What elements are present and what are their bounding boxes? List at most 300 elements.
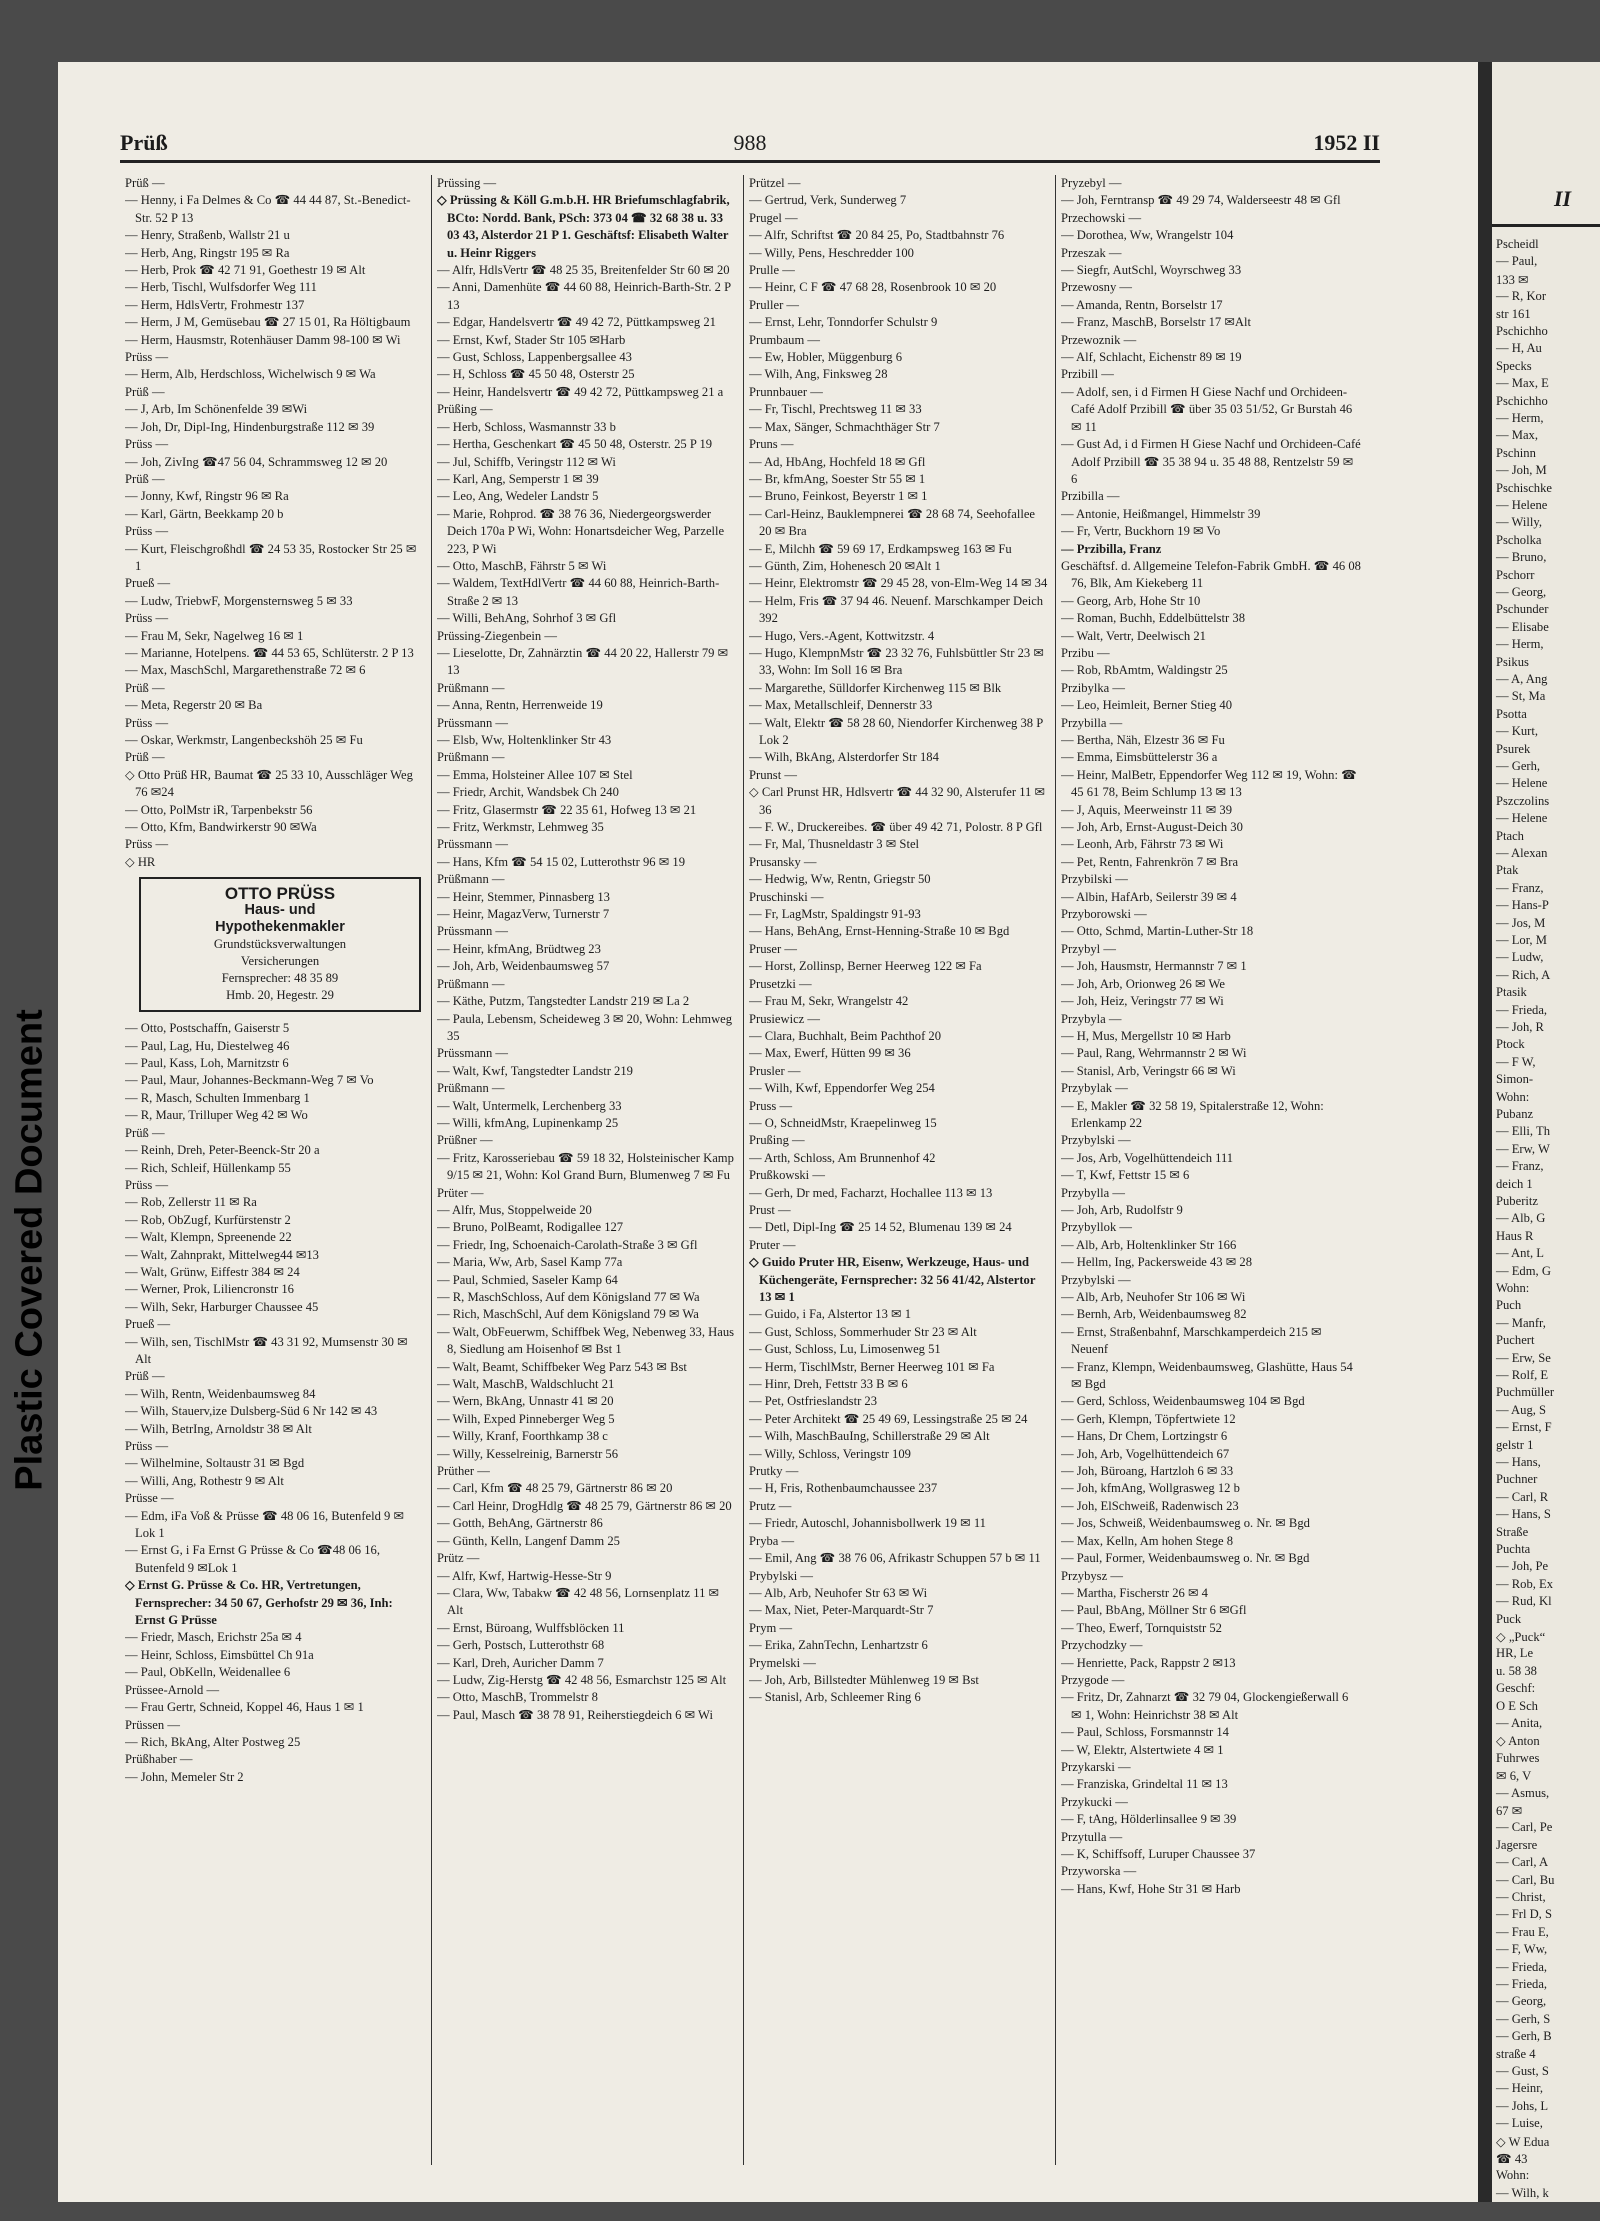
directory-entry: — Walt, Elektr ☎ 58 28 60, Niendorfer Kirchenweg 38 P Lok 2 — [749, 715, 1043, 747]
next-page-line: Pschorr — [1496, 567, 1535, 582]
directory-entry: — Hans, Dr Chem, Lortzingstr 6 — [1061, 1429, 1228, 1444]
surname-heading: Prueß — — [125, 576, 171, 591]
next-page-line: Pschichho — [1496, 393, 1548, 408]
directory-entry: — John, Memeler Str 2 — [125, 1769, 244, 1784]
next-page-line: — Rich, A — [1496, 967, 1551, 982]
directory-entry: — Oskar, Werkmstr, Langenbeckshöh 25 ✉ Fu — [125, 733, 363, 747]
directory-entry: — Herm, Hausmstr, Rotenhäuser Damm 98-100 ✉ Wi — [125, 332, 401, 347]
directory-entry: — F, tAng, Hölderlinsallee 9 ✉ 39 — [1061, 1812, 1237, 1827]
directory-entry: — Wilh, Rentn, Weidenbaumsweg 84 — [125, 1386, 316, 1401]
next-page-line: Psotta — [1496, 706, 1527, 721]
surname-heading: Przibilla — — [1061, 489, 1120, 504]
directory-entry: — Walt, MaschB, Waldschlucht 21 — [437, 1377, 615, 1392]
ad-line: Hmb. 20, Hegestr. 29 — [226, 988, 334, 1003]
surname-heading: Prunst — — [749, 767, 797, 782]
next-page-line: — A, Ang — [1496, 672, 1548, 686]
surname-heading: Prüß — — [125, 750, 165, 765]
next-page-line: — Joh, M — [1496, 463, 1547, 478]
next-page-line: — Carl, Pe — [1496, 1820, 1553, 1835]
next-page-line: Fuhrwes — [1496, 1750, 1540, 1765]
next-page-line: — Frl D, S — [1496, 1907, 1552, 1922]
next-page-line: — Rud, Kl — [1496, 1594, 1552, 1609]
surname-heading: Przybyl — — [1061, 941, 1116, 956]
next-page-line: — Georg, — [1496, 585, 1547, 599]
directory-entry: — Bernh, Arb, Weidenbaumsweg 82 — [1061, 1307, 1247, 1322]
directory-entry: — Joh, Ferntransp ☎ 49 29 74, Walderseestr 48 ✉ Gfl — [1061, 193, 1341, 208]
next-page-line: Wohn: — [1496, 2168, 1530, 2183]
next-page-line: — Ludw, — [1496, 950, 1544, 965]
directory-entry: — Günth, Zim, Hohenesch 20 ✉Alt 1 — [749, 558, 941, 573]
directory-entry: — Willy, Schloss, Veringstr 109 — [749, 1446, 911, 1461]
surname-heading: Prust — — [749, 1202, 791, 1217]
directory-entry: — Helm, Fris ☎ 37 94 46. Neuenf. Marschkamper Deich 392 — [749, 593, 1044, 626]
directory-entry: — Wilh, Ang, Finksweg 28 — [749, 367, 888, 382]
surname-heading: Prüß — — [125, 384, 165, 399]
column-divider — [431, 175, 432, 2165]
surname-heading: Przybilski — — [1061, 872, 1128, 887]
next-page-line: — Helene — [1496, 811, 1548, 826]
directory-entry: — Emma, Holsteiner Allee 107 ✉ Stel — [437, 767, 633, 782]
surname-heading: Prüss — — [125, 611, 169, 626]
directory-entry: — Gust, Schloss, Lu, Limosenweg 51 — [749, 1342, 941, 1357]
next-page-line: — Gerh, B — [1496, 2029, 1552, 2044]
directory-entry: — Br, kfmAng, Soester Str 55 ✉ 1 — [749, 471, 926, 486]
surname-heading: Prüss — — [125, 437, 169, 452]
surname-heading: Prulle — — [749, 263, 795, 278]
next-page-line: — Georg, — [1496, 1994, 1547, 2009]
directory-entry: — Carl-Heinz, Bauklempnerei ☎ 28 68 74, Seehofallee 20 ✉ Bra — [749, 506, 1036, 539]
directory-entry: — Frau M, Sekr, Nagelweg 16 ✉ 1 — [125, 628, 304, 643]
directory-entry: — Dorothea, Ww, Wrangelstr 104 — [1061, 228, 1234, 243]
directory-entry: — Jos, Schweiß, Weidenbaumsweg o. Nr. ✉ Bgd — [1061, 1516, 1310, 1531]
surname-heading: Prugel — — [749, 210, 798, 225]
next-page-line: Pubanz — [1496, 1107, 1534, 1121]
next-page-line: Puchert — [1496, 1333, 1535, 1348]
surname-heading: Prüßmann — — [437, 1081, 505, 1096]
surname-heading: Prüß — — [125, 471, 165, 486]
directory-entry: — Paul, Maur, Johannes-Beckmann-Weg 7 ✉ Vo — [125, 1073, 374, 1088]
surname-heading: Prußkowski — — [749, 1168, 825, 1183]
directory-entry: — Adolf, sen, i d Firmen H Giese Nachf und Orchideen-Café Adolf Przibill ☎ über 35 03 51/52, Gr Burstah 46 ✉ 11 — [1061, 384, 1353, 434]
directory-entry: — Albin, HafArb, Seilerstr 39 ✉ 4 — [1061, 889, 1237, 904]
directory-entry: — Ew, Hobler, Müggenburg 6 — [749, 350, 903, 365]
directory-entry: — Franziska, Grindeltal 11 ✉ 13 — [1061, 1777, 1228, 1792]
next-page-line: — St, Ma — [1496, 689, 1546, 704]
directory-entry: — Walt, ObFeuerwm, Schiffbek Weg, Nebenweg 33, Haus 8, Siedlung am Hoisenhof ✉ Bst 1 — [437, 1324, 735, 1357]
directory-entry: — Hellm, Ing, Packersweide 43 ✉ 28 — [1061, 1255, 1253, 1270]
next-page-line: — Franz, — [1496, 880, 1544, 895]
next-page-line: — Frieda, — [1496, 1002, 1548, 1017]
directory-entry: — Pet, Rentn, Fahrenkrön 7 ✉ Bra — [1061, 854, 1239, 869]
next-page-line: — Alexan — [1496, 846, 1548, 860]
directory-entry: — Wilh, MaschBauIng, Schillerstraße 29 ✉ Alt — [749, 1429, 990, 1444]
directory-entry: — Paula, Lebensm, Scheideweg 3 ✉ 20, Wohn: Lehmweg 35 — [437, 1011, 733, 1043]
directory-entry: — Edm, iFa Voß & Prüsse ☎ 48 06 16, Butenfeld 9 ✉ Lok 1 — [125, 1508, 405, 1541]
next-page-line: — Hans, S — [1496, 1507, 1551, 1522]
directory-entry: — Max, Kelln, Am hohen Stege 8 — [1061, 1533, 1234, 1548]
surname-heading: Prüssmann — — [437, 715, 509, 730]
directory-entry: — Günth, Kelln, Langenf Damm 25 — [437, 1533, 620, 1548]
next-page-line: — Joh, R — [1496, 1020, 1544, 1034]
directory-entry: — Friedr, Autoschl, Johannisbollwerk 19 ✉ 11 — [749, 1516, 986, 1531]
directory-entry: — Theo, Ewerf, Tornquiststr 52 — [1061, 1620, 1222, 1635]
next-page-line: — Ernst, F — [1496, 1420, 1552, 1435]
next-page-rule — [1492, 224, 1600, 227]
surname-heading: Prusansky — — [749, 854, 817, 869]
directory-entry: — Max, Sänger, Schmachthäger Str 7 — [749, 419, 940, 434]
directory-entry: — Guido, i Fa, Alstertor 13 ✉ 1 — [749, 1307, 912, 1322]
directory-entry: — Rich, BkAng, Alter Postweg 25 — [125, 1734, 301, 1749]
directory-entry: — Gust, Schloss, Sommerhuder Str 23 ✉ Alt — [749, 1324, 977, 1339]
surname-heading: Prutz — — [749, 1498, 792, 1513]
directory-entry: — Karl, Gärtn, Beekkamp 20 b — [125, 506, 284, 521]
surname-heading: Prym — — [749, 1620, 793, 1635]
surname-heading: Przeszak — — [1061, 245, 1122, 260]
surname-heading: Prüssee-Arnold — — [125, 1682, 220, 1697]
next-page-line: 133 ✉ — [1496, 272, 1529, 287]
directory-entry: — Rich, Schleif, Hüllenkamp 55 — [125, 1160, 291, 1175]
directory-entry: — Stanisl, Arb, Veringstr 66 ✉ Wi — [1061, 1063, 1236, 1078]
surname-heading: Prüss — — [125, 715, 169, 730]
directory-entry: — Emma, Eimsbüttelerstr 36 a — [1061, 750, 1218, 765]
surname-heading: Pruser — — [749, 941, 797, 956]
directory-entry: — Walt, Kwf, Tangstedter Landstr 219 — [437, 1063, 633, 1078]
next-page-line: Straße — [1496, 1524, 1529, 1539]
directory-entry: — Siegfr, AutSchl, Woyrschweg 33 — [1061, 263, 1242, 278]
directory-entry: — Wilh, Stauerv,ize Dulsberg-Süd 6 Nr 142 ✉ 43 — [125, 1404, 378, 1419]
surname-heading: Przykarski — — [1061, 1759, 1131, 1774]
directory-entry: — Werner, Prok, Liliencronstr 16 — [125, 1282, 294, 1297]
next-page-line: — Carl, R — [1496, 1489, 1549, 1504]
directory-entry: — Rob, RbAmtm, Waldingstr 25 — [1061, 663, 1228, 678]
directory-entry: — Gerh, Postsch, Lutterothstr 68 — [437, 1638, 605, 1653]
directory-entry: — Walt, Klempn, Spreenende 22 — [125, 1230, 292, 1245]
directory-entry: — Pet, Ostfrieslandstr 23 — [749, 1394, 878, 1409]
header-catchword: Prüß — [120, 130, 168, 155]
directory-entry: — Peter Architekt ☎ 25 49 69, Lessingstraße 25 ✉ 24 — [749, 1411, 1028, 1426]
directory-entry: — Hugo, Vers.-Agent, Kottwitzstr. 4 — [749, 628, 935, 643]
surname-heading: Przybilla — — [1061, 715, 1123, 730]
directory-entry: — Gerh, Klempn, Töpfertwiete 12 — [1061, 1411, 1236, 1426]
plastic-cover-label — [0, 900, 60, 1600]
directory-entry: — R, MaschSchloss, Auf dem Königsland 77 ✉ Wa — [437, 1290, 700, 1304]
next-page-line: — Helene — [1496, 776, 1548, 791]
directory-entry: — Joh, Heiz, Veringstr 77 ✉ Wi — [1061, 994, 1224, 1009]
surname-heading: Prusetzki — — [749, 976, 812, 991]
directory-entry: — Walt, Beamt, Schiffbeker Weg Parz 543 ✉ Bst — [437, 1359, 687, 1374]
directory-entry: — Przibilla, Franz — [1061, 541, 1162, 556]
next-page-line: — Jos, M — [1496, 915, 1546, 930]
directory-entry: — Paul, Rang, Wehrmannstr 2 ✉ Wi — [1061, 1046, 1247, 1061]
directory-entry: — Jonny, Kwf, Ringstr 96 ✉ Ra — [125, 489, 289, 504]
next-page-line: Psurek — [1496, 741, 1531, 756]
next-page-line: 67 ✉ — [1496, 1804, 1523, 1818]
directory-entry: — Herb, Ang, Ringstr 195 ✉ Ra — [125, 245, 290, 260]
directory-entry: — Emil, Ang ☎ 38 76 06, Afrikastr Schuppen 57 b ✉ 11 — [749, 1551, 1041, 1566]
surname-heading: Przykucki — — [1061, 1794, 1128, 1809]
directory-entry: — Leo, Ang, Wedeler Landstr 5 — [437, 489, 599, 504]
next-page-line: — Frau E, — [1496, 1924, 1549, 1939]
ad-marker: ◇ HR — [125, 854, 156, 869]
directory-entry: — Paul, Former, Weidenbaumsweg o. Nr. ✉ Bgd — [1061, 1551, 1310, 1566]
next-page-line: — Ant, L — [1496, 1246, 1544, 1261]
directory-entry: — Hugo, KlempnMstr ☎ 23 32 76, Fuhlsbüttler Str 23 ✉ 33, Wohn: Im Soll 16 ✉ Bra — [749, 645, 1044, 678]
directory-entry: — Joh, Arb, Ernst-August-Deich 30 — [1061, 820, 1243, 835]
surname-heading: Przytulla — — [1061, 1829, 1123, 1844]
directory-entry: — Detl, Dipl-Ing ☎ 25 14 52, Blumenau 139 ✉ 24 — [749, 1220, 1012, 1235]
directory-entry: — Paul, BbAng, Möllner Str 6 ✉Gfl — [1061, 1603, 1247, 1618]
next-page-line: — Christ, — [1496, 1890, 1546, 1904]
directory-entry: — Ludw, Zig-Herstg ☎ 42 48 56, Esmarchstr 125 ✉ Alt — [437, 1672, 727, 1687]
directory-entry: — Heinr, Schloss, Eimsbüttel Ch 91a — [125, 1647, 314, 1662]
surname-heading: Prüßmann — — [437, 680, 505, 695]
next-page-line: ◇ Anton — [1496, 1734, 1540, 1749]
surname-heading: Przibill — — [1061, 367, 1114, 382]
directory-entry: — Ad, HbAng, Hochfeld 18 ✉ Gfl — [749, 454, 926, 469]
surname-heading: Prusiewicz — — [749, 1011, 820, 1026]
directory-entry: — Waldem, TextHdlVertr ☎ 44 60 88, Heinrich-Barth-Straße 2 ✉ 13 — [437, 576, 720, 608]
next-page-line: — Gerh, S — [1496, 2011, 1551, 2026]
directory-entry: — Willi, BehAng, Sohrhof 3 ✉ Gfl — [437, 611, 617, 626]
ad-subtitle: Haus- und — [244, 902, 316, 919]
directory-entry: — Joh, Arb, Rudolfstr 9 — [1061, 1202, 1183, 1217]
directory-entry: — Marie, Rohprod. ☎ 38 76 36, Niedergeorgswerder Deich 170a P Wi, Wohn: Honartsdeicher Weg, Parzelle 223, P Wi — [437, 506, 725, 556]
next-page-line: Simon- — [1496, 1072, 1534, 1087]
directory-entry: — Karl, Dreh, Auricher Damm 7 — [437, 1655, 604, 1670]
directory-entry: — Otto, Kfm, Bandwirkerstr 90 ✉Wa — [125, 820, 317, 835]
directory-entry: — Henny, i Fa Delmes & Co ☎ 44 44 87, St.-Benedict-Str. 52 P 13 — [125, 193, 411, 225]
surname-heading: Prüss — — [125, 350, 169, 365]
directory-entry: — Walt, Untermelk, Lerchenberg 33 — [437, 1098, 622, 1113]
directory-entry: — Fritz, Dr, Zahnarzt ☎ 32 79 04, Glockengießerwall 6 ✉ 1, Wohn: Heinrichstr 38 ✉ Alt — [1061, 1690, 1349, 1722]
directory-entry: — Herm, HdlsVertr, Frohmestr 137 — [125, 297, 305, 312]
directory-entry: — Anni, Damenhüte ☎ 44 60 88, Heinrich-Barth-Str. 2 P 13 — [437, 280, 731, 312]
directory-entry: — H, Fris, Rothenbaumchaussee 237 — [749, 1481, 938, 1496]
next-page-line: Pschichho — [1496, 324, 1548, 338]
next-page-line: Ptak — [1496, 863, 1519, 878]
directory-entry: — Frau M, Sekr, Wrangelstr 42 — [749, 994, 909, 1009]
surname-heading: Pruss — — [749, 1098, 793, 1113]
next-page-line: — Manfr, — [1496, 1315, 1546, 1330]
directory-entry: — Fr, Vertr, Buckhorn 19 ✉ Vo — [1061, 524, 1221, 539]
directory-entry: — Ludw, TriebwF, Morgensternsweg 5 ✉ 33 — [125, 593, 353, 608]
directory-entry: ◇ Ernst G. Prüsse & Co. HR, Vertretungen, Fernsprecher: 34 50 67, Gerhofstr 29 ✉ 36, Inh: Ernst G Prüsse — [125, 1578, 393, 1628]
next-page-line: — Heinr, — [1496, 2081, 1544, 2096]
directory-entry: — Otto, MaschB, Fährstr 5 ✉ Wi — [437, 558, 607, 573]
directory-entry: — Rob, ObZugf, Kurfürstenstr 2 — [125, 1212, 291, 1227]
directory-entry: — Horst, Zollinsp, Berner Heerweg 122 ✉ Fa — [749, 959, 982, 974]
directory-entry: — Bruno, Feinkost, Beyerstr 1 ✉ 1 — [749, 489, 928, 504]
next-page-line: — Gust, S — [1496, 2064, 1549, 2078]
directory-entry: — Roman, Buchh, Eddelbüttelstr 38 — [1061, 611, 1245, 626]
directory-entry: — Paul, Schmied, Saseler Kamp 64 — [437, 1272, 618, 1287]
next-page-line: — Max, — [1496, 428, 1538, 443]
next-page-line: Jagersre — [1496, 1837, 1538, 1852]
next-page-line: — Aug, S — [1496, 1402, 1547, 1417]
directory-entry: — Rob, Zellerstr 11 ✉ Ra — [125, 1195, 257, 1210]
directory-entry: — Herb, Tischl, Wulfsdorfer Weg 111 — [125, 280, 317, 295]
ad-title: OTTO PRÜSS — [224, 884, 336, 904]
directory-entry: — Friedr, Ing, Schoenaich-Carolath-Straße 3 ✉ Gfl — [437, 1237, 698, 1252]
directory-entry: — Joh, Hausmstr, Hermannstr 7 ✉ 1 — [1061, 959, 1247, 974]
surname-heading: Przyborowski — — [1061, 907, 1147, 922]
directory-entry: — Alfr, HdlsVertr ☎ 48 25 35, Breitenfelder Str 60 ✉ 20 — [437, 263, 730, 278]
ad-subtitle: Hypothekenmakler — [215, 919, 345, 936]
directory-entry: — Paul, Kass, Loh, Marnitzstr 6 — [125, 1056, 289, 1071]
surname-heading: Prybylski — — [749, 1568, 814, 1583]
next-page-strip — [1492, 62, 1600, 2202]
directory-entry: — Max, Niet, Peter-Marquardt-Str 7 — [749, 1603, 934, 1618]
directory-entry: — Max, MaschSchl, Margarethenstraße 72 ✉ 6 — [125, 663, 366, 678]
directory-entry: — T, Kwf, Fettstr 15 ✉ 6 — [1061, 1168, 1190, 1183]
directory-entry: — Heinr, kfmAng, Brüdtweg 23 — [437, 941, 601, 956]
surname-heading: Przyworska — — [1061, 1864, 1137, 1879]
surname-heading: Przybylak — — [1061, 1081, 1128, 1096]
directory-entry: — Franz, MaschB, Borselstr 17 ✉Alt — [1061, 315, 1251, 330]
directory-entry: — Alb, Arb, Neuhofer Str 106 ✉ Wi — [1061, 1290, 1246, 1304]
ad-line: Fernsprecher: 48 35 89 — [221, 971, 339, 986]
directory-entry: — H, Mus, Mergellstr 10 ✉ Harb — [1061, 1028, 1231, 1043]
next-page-line: — H, Au — [1496, 341, 1542, 356]
surname-heading: Prüsse — — [125, 1491, 174, 1506]
next-page-line: Puchner — [1496, 1472, 1538, 1487]
advertisement-box — [139, 877, 421, 1012]
directory-entry: — Franz, Klempn, Weidenbaumsweg, Glashütte, Haus 54 ✉ Bgd — [1061, 1359, 1353, 1392]
directory-entry: — Willi, kfmAng, Lupinenkamp 25 — [437, 1115, 619, 1130]
next-page-line: O E Sch — [1496, 1698, 1538, 1713]
next-page-line: — Erw, Se — [1496, 1350, 1551, 1365]
surname-heading: Pryba — — [749, 1533, 795, 1548]
next-page-line: — Alb, G — [1496, 1211, 1546, 1226]
next-page-line: Pschischke — [1496, 480, 1552, 495]
directory-entry: — Wern, BkAng, Unnastr 41 ✉ 20 — [437, 1394, 614, 1409]
directory-entry: — Fr, LagMstr, Spaldingstr 91-93 — [749, 907, 921, 922]
directory-entry: — Alfr, Mus, Stoppelweide 20 — [437, 1202, 592, 1217]
surname-heading: Prüßhaber — — [125, 1752, 193, 1767]
directory-entry: — Gertrud, Verk, Sunderweg 7 — [749, 193, 907, 208]
surname-heading: Pruter — — [749, 1237, 796, 1252]
surname-heading: Prüther — — [437, 1464, 490, 1479]
directory-entry: — Ernst, Straßenbahnf, Marschkamperdeich 215 ✉ Neuenf — [1061, 1324, 1322, 1357]
next-page-line: Haus R — [1496, 1228, 1534, 1243]
directory-entry: — Willi, Ang, Rothestr 9 ✉ Alt — [125, 1473, 284, 1488]
directory-entry: — Hans, Kfm ☎ 54 15 02, Lutterothstr 96 ✉ 19 — [437, 854, 686, 869]
directory-entry: — Wilh, BkAng, Alsterdorfer Str 184 — [749, 750, 939, 765]
surname-heading: Prüßing — — [437, 402, 493, 417]
next-page-line: ☎ 43 — [1496, 2152, 1528, 2166]
next-page-line: — Hans-P — [1496, 898, 1549, 913]
directory-entry: — Kurt, Fleischgroßhdl ☎ 24 53 35, Rostocker Str 25 ✉ 1 — [125, 541, 417, 573]
next-page-line: — Rolf, E — [1496, 1368, 1549, 1382]
directory-entry: — Jul, Schiffb, Veringstr 112 ✉ Wi — [437, 454, 616, 469]
surname-heading: Prüssmann — — [437, 1046, 509, 1061]
directory-entry: — Otto, PolMstr iR, Tarpenbekstr 56 — [125, 802, 313, 817]
surname-heading: Prüss — — [125, 524, 169, 539]
directory-entry: — Heinr, MagazVerw, Turnerstr 7 — [437, 907, 610, 922]
next-page-line: — Herm, — [1496, 637, 1544, 652]
directory-entry: — Joh, kfmAng, Wollgrasweg 12 b — [1061, 1481, 1240, 1496]
directory-entry: — Alb, Arb, Neuhofer Str 63 ✉ Wi — [749, 1585, 928, 1600]
directory-entry: — Walt, Grünw, Eiffestr 384 ✉ 24 — [125, 1264, 300, 1279]
surname-heading: Pruns — — [749, 437, 794, 452]
directory-entry: — Anna, Rentn, Herrenweide 19 — [437, 698, 603, 713]
next-page-line: — R, Kor — [1496, 289, 1547, 304]
surname-heading: Pruschinski — — [749, 889, 824, 904]
directory-entry: — Margarethe, Sülldorfer Kirchenweg 115 ✉ Blk — [749, 680, 1002, 695]
ad-line: Versicherungen — [240, 954, 320, 969]
next-page-line: — Carl, A — [1496, 1855, 1549, 1870]
surname-heading: Prüssen — — [125, 1717, 180, 1732]
surname-heading: Przybyla — — [1061, 1011, 1122, 1026]
directory-entry: — Otto, MaschB, Trommelstr 8 — [437, 1690, 598, 1705]
next-page-line: — Franz, — [1496, 1159, 1544, 1174]
directory-entry: — Erika, ZahnTechn, Lenhartzstr 6 — [749, 1638, 928, 1653]
directory-entry: — Fritz, Karosseriebau ☎ 59 18 32, Holsteinischer Kamp 9/15 ✉ 21, Wohn: Kol Grand Burn, Blumenweg 7 ✉ Fu — [437, 1150, 734, 1183]
column-divider — [743, 175, 744, 2165]
column-1 — [125, 175, 425, 2165]
directory-entry: — Alb, Arb, Holtenklinker Str 166 — [1061, 1237, 1237, 1252]
directory-entry: — Heinr, MalBetr, Eppendorfer Weg 112 ✉ 19, Wohn: ☎ 45 61 78, Beim Schlump 13 ✉ 13 — [1061, 767, 1357, 800]
directory-entry: — J, Aquis, Meerweinstr 11 ✉ 39 — [1061, 802, 1232, 817]
surname-heading: Przybyllok — — [1061, 1220, 1133, 1235]
next-page-line: — Elisabe — [1496, 619, 1549, 634]
directory-entry: — Wilh, sen, TischlMstr ☎ 43 31 92, Mumsenstr 30 ✉ Alt — [125, 1334, 408, 1366]
next-page-line: — Asmus, — [1496, 1785, 1550, 1800]
directory-entry: — Marianne, Hotelpens. ☎ 44 53 65, Schlüterstr. 2 P 13 — [125, 645, 414, 660]
surname-heading: Prußing — — [749, 1133, 805, 1148]
directory-entry: — Wilh, BetrIng, Arnoldstr 38 ✉ Alt — [125, 1421, 312, 1436]
next-page-line: Ptock — [1496, 1037, 1525, 1052]
directory-entry: — Clara, Ww, Tabakw ☎ 42 48 56, Lornsenplatz 11 ✉ Alt — [437, 1585, 720, 1618]
directory-entry: — Fr, Tischl, Prechtsweg 11 ✉ 33 — [749, 402, 922, 417]
directory-entry: — Friedr, Masch, Erichstr 25a ✉ 4 — [125, 1630, 302, 1645]
surname-heading: Prüssing-Ziegenbein — — [437, 628, 557, 643]
surname-heading: Przybysz — — [1061, 1568, 1123, 1583]
next-page-line: Wohn: — [1496, 1089, 1530, 1104]
next-page-line: Ptasik — [1496, 985, 1527, 1000]
surname-heading: Przewoznik — — [1061, 332, 1137, 347]
next-page-line: Pschinn — [1496, 445, 1536, 460]
next-page-line: — Frieda, — [1496, 1977, 1548, 1991]
directory-entry: — Meta, Regerstr 20 ✉ Ba — [125, 698, 263, 713]
next-page-line: deich 1 — [1496, 1176, 1533, 1191]
next-page-line: — Willy, — [1496, 515, 1543, 530]
surname-heading: Prüß — — [125, 680, 165, 695]
next-page-line: — Luise, — [1496, 2116, 1543, 2131]
surname-heading: Pryzebyl — — [1061, 176, 1122, 190]
directory-entry: — Heinr, Elektromstr ☎ 29 45 28, von-Elm-Weg 14 ✉ 34 — [749, 576, 1048, 591]
directory-entry: — Arth, Schloss, Am Brunnenhof 42 — [749, 1150, 936, 1165]
directory-entry: — Heinr, Stemmer, Pinnasberg 13 — [437, 889, 610, 904]
surname-heading: Przewosny — — [1061, 280, 1133, 295]
directory-entry: — Lieselotte, Dr, Zahnärztin ☎ 44 20 22, Hallerstr 79 ✉ 13 — [437, 645, 729, 678]
directory-entry: — Herm, J M, Gemüsebau ☎ 27 15 01, Ra Höltigbaum — [125, 315, 411, 330]
directory-entry: — R, Masch, Schulten Immenbarg 1 — [125, 1090, 310, 1105]
surname-heading: Prüßner — — [437, 1133, 493, 1148]
directory-entry: — Hans, Kwf, Hohe Str 31 ✉ Harb — [1061, 1881, 1241, 1896]
next-page-line: Pszczolins — [1496, 793, 1550, 808]
directory-entry: — Bruno, PolBeamt, Rodigallee 127 — [437, 1220, 624, 1235]
next-page-line: HR, Le — [1496, 1646, 1534, 1661]
directory-entry: — Leonh, Arb, Fährstr 73 ✉ Wi — [1061, 837, 1224, 852]
directory-entry: — Friedr, Archit, Wandsbek Ch 240 — [437, 785, 619, 800]
directory-entry: — Gerh, Dr med, Facharzt, Hochallee 113 ✉ 13 — [749, 1185, 993, 1200]
surname-heading: Przechowski — — [1061, 210, 1142, 225]
surname-heading: Przibylka — — [1061, 680, 1126, 695]
next-page-line: Wohn: — [1496, 1281, 1530, 1295]
directory-entry: — Wilh, Kwf, Eppendorfer Weg 254 — [749, 1081, 935, 1096]
surname-heading: Prutky — — [749, 1464, 799, 1479]
